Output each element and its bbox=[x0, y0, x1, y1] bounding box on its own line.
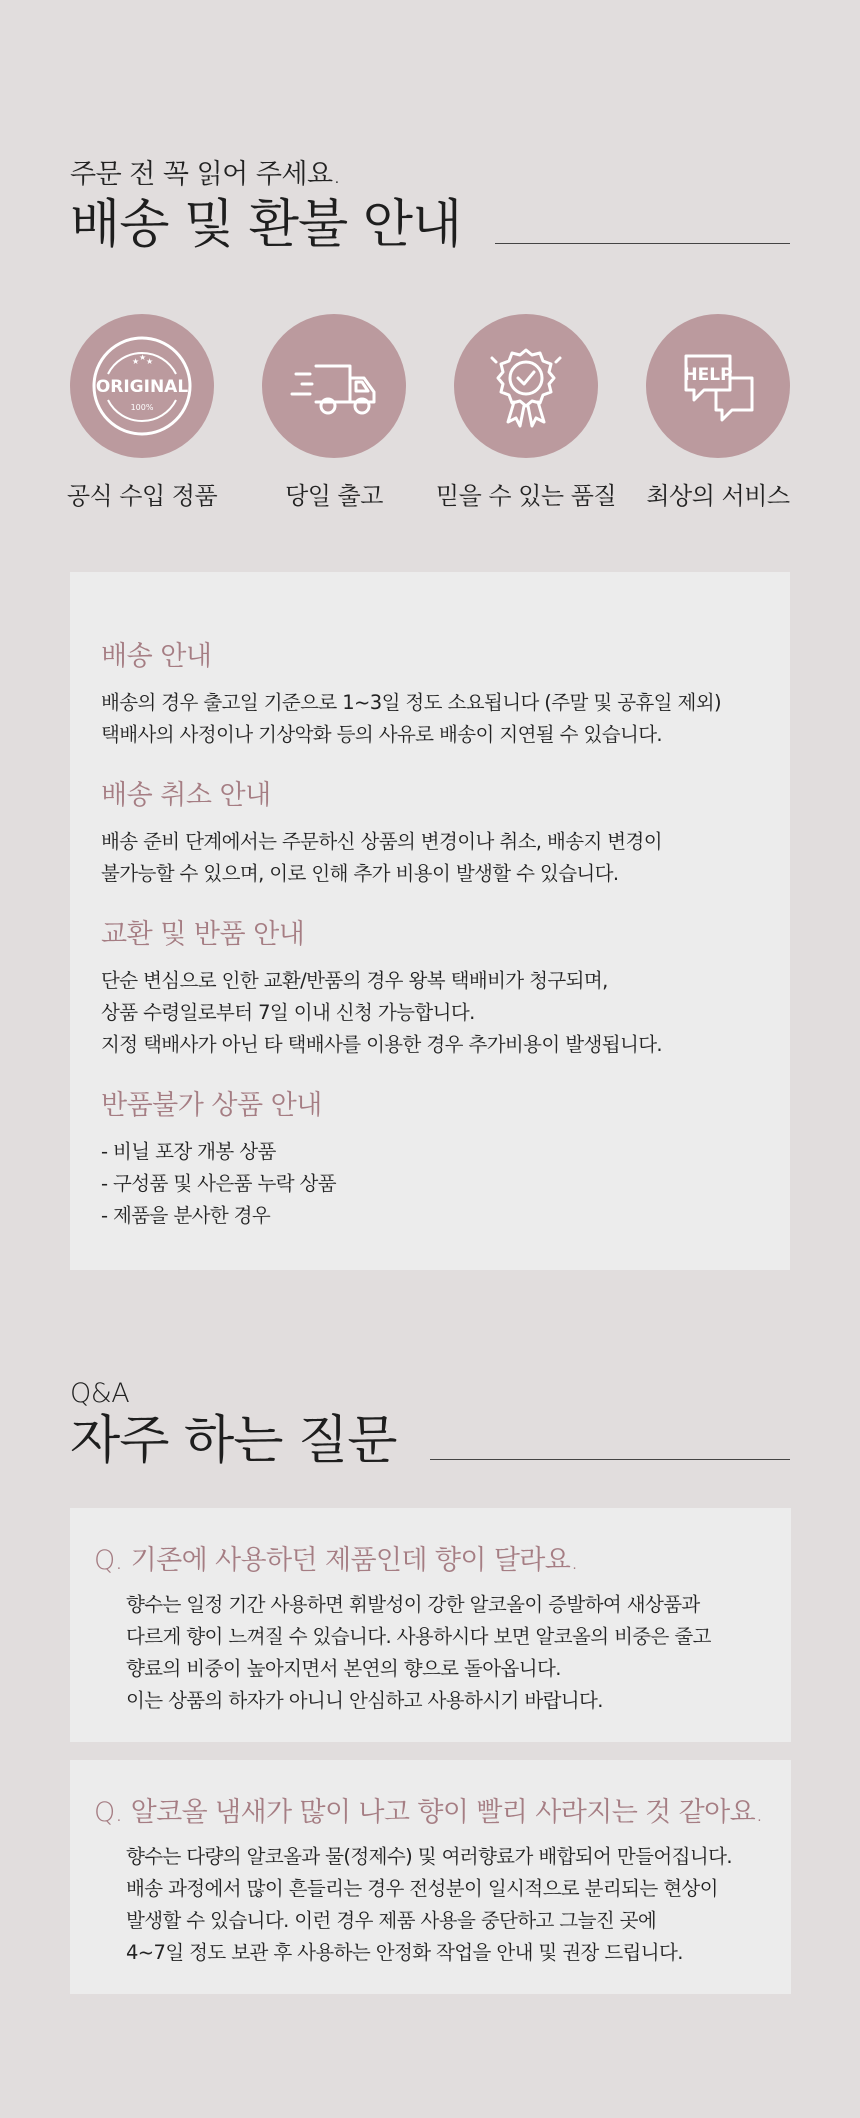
info-section-title: 반품불가 상품 안내 bbox=[101, 1090, 322, 1121]
text-line: - 구성품 및 사은품 누락 상품 bbox=[101, 1172, 337, 1195]
text-line: 4~7일 정도 보관 후 사용하는 안정화 작업을 안내 및 권장 드립니다. bbox=[126, 1941, 683, 1964]
info-section-text bbox=[101, 1136, 759, 1232]
faq-subtitle: Q&A bbox=[70, 1378, 130, 1409]
text-line: 지정 택배사가 아닌 타 택배사를 이용한 경우 추가비용이 발생됩니다. bbox=[101, 1033, 663, 1056]
shipping-header bbox=[70, 152, 790, 254]
text-line: 배송 준비 단계에서는 주문하신 상품의 변경이나 취소, 배송지 변경이 bbox=[101, 830, 663, 853]
faq-question: Q. 기존에 사용하던 제품인데 향이 달라요. bbox=[94, 1545, 579, 1576]
feature-label: 믿을 수 있는 품질 bbox=[435, 482, 617, 510]
feature-service bbox=[646, 314, 790, 511]
info-section-text bbox=[101, 687, 759, 751]
text-line: 다르게 향이 느껴질 수 있습니다. 사용하시다 보면 알코올의 비중은 줄고 bbox=[126, 1625, 711, 1648]
original-badge-text: ORIGINAL bbox=[95, 377, 189, 397]
info-section-title: 배송 취소 안내 bbox=[101, 780, 271, 811]
faq-item bbox=[70, 1508, 791, 1742]
feature-quality bbox=[435, 314, 617, 511]
text-line: 택배사의 사정이나 기상악화 등의 사유로 배송이 지연될 수 있습니다. bbox=[101, 723, 663, 746]
info-section-title: 배송 안내 bbox=[101, 641, 212, 672]
text-line: 불가능할 수 있으며, 이로 인해 추가 비용이 발생할 수 있습니다. bbox=[101, 862, 619, 885]
info-section-no-return bbox=[101, 1083, 759, 1232]
text-line: 상품 수령일로부터 7일 이내 신청 가능합니다. bbox=[101, 1001, 475, 1024]
feature-original bbox=[66, 314, 218, 511]
feature-icons bbox=[66, 314, 790, 511]
feature-label: 공식 수입 정품 bbox=[66, 482, 218, 510]
text-line: 향수는 다량의 알코올과 물(정제수) 및 여러향료가 배합되어 만들어집니다. bbox=[126, 1845, 732, 1868]
faq-answer bbox=[126, 1589, 767, 1717]
info-section-text bbox=[101, 965, 759, 1061]
text-line: - 제품을 분사한 경우 bbox=[101, 1204, 271, 1227]
svg-text:★: ★ bbox=[139, 353, 147, 362]
text-line: 배송 과정에서 많이 흔들리는 경우 전성분이 일시적으로 분리되는 현상이 bbox=[126, 1877, 718, 1900]
delivery-truck-icon bbox=[262, 314, 406, 458]
faq-title: 자주 하는 질문 bbox=[70, 1411, 397, 1471]
help-chat-icon bbox=[646, 314, 790, 458]
text-line: 향료의 비중이 높아지면서 본연의 향으로 돌아옵니다. bbox=[126, 1657, 561, 1680]
original-badge-percent: 100% bbox=[130, 403, 154, 412]
text-line: - 비닐 포장 개봉 상품 bbox=[101, 1140, 276, 1163]
title-divider bbox=[430, 1459, 790, 1460]
feature-label: 최상의 서비스 bbox=[646, 482, 790, 510]
info-section-exchange bbox=[101, 912, 759, 1061]
text-line: 향수는 일정 기간 사용하면 휘발성이 강한 알코올이 증발하여 새상품과 bbox=[126, 1593, 700, 1616]
faq-header bbox=[70, 1378, 790, 1470]
svg-text:★: ★ bbox=[132, 357, 140, 366]
text-line: 이는 상품의 하자가 아니니 안심하고 사용하시기 바랍니다. bbox=[126, 1689, 603, 1712]
help-badge-text: HELP bbox=[683, 365, 733, 385]
info-section-cancel bbox=[101, 773, 759, 890]
feature-label: 당일 출고 bbox=[285, 482, 383, 510]
shipping-subtitle: 주문 전 꼭 읽어 주세요. bbox=[70, 159, 341, 190]
shipping-title: 배송 및 환불 안내 bbox=[70, 195, 462, 255]
faq-item bbox=[70, 1760, 791, 1994]
info-section-text bbox=[101, 826, 759, 890]
text-line: 발생할 수 있습니다. 이런 경우 제품 사용을 중단하고 그늘진 곳에 bbox=[126, 1909, 657, 1932]
info-section-title: 교환 및 반품 안내 bbox=[101, 919, 305, 950]
text-line: 배송의 경우 출고일 기준으로 1~3일 정도 소요됩니다 (주말 및 공휴일 제외) bbox=[101, 691, 721, 714]
faq-answer bbox=[126, 1841, 767, 1969]
info-section-shipping bbox=[101, 634, 759, 751]
original-badge-icon bbox=[70, 314, 214, 458]
title-divider bbox=[495, 243, 790, 244]
faq-question: Q. 알코올 냄새가 많이 나고 향이 빨리 사라지는 것 같아요. bbox=[94, 1797, 764, 1828]
svg-text:★: ★ bbox=[146, 357, 154, 366]
shipping-info-box bbox=[70, 572, 790, 1270]
feature-same-day bbox=[262, 314, 406, 511]
text-line: 단순 변심으로 인한 교환/반품의 경우 왕복 택배비가 청구되며, bbox=[101, 969, 608, 992]
quality-seal-icon bbox=[454, 314, 598, 458]
